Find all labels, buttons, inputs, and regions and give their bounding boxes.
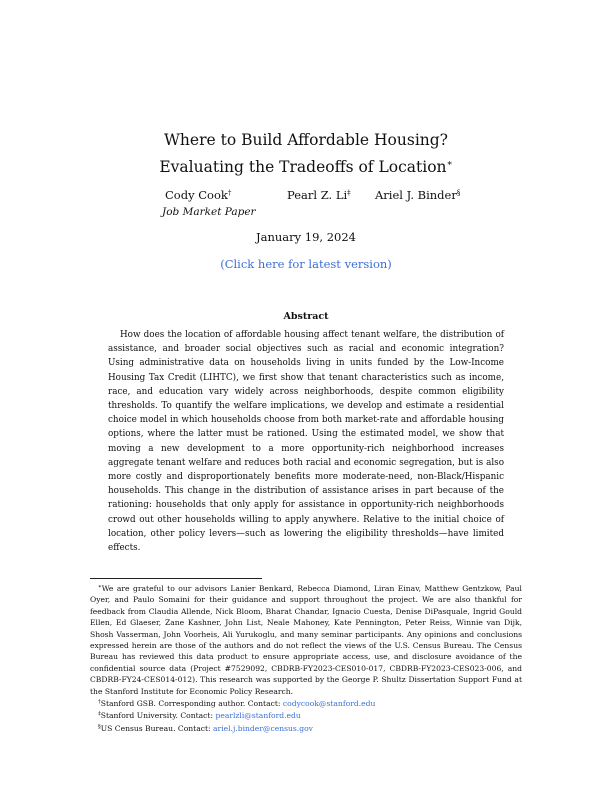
author-name: Cody Cook [165,188,228,202]
author-name: Pearl Z. Li [287,188,348,202]
footnote-text: US Census Bureau. Contact: [100,723,214,733]
title-footnote-mark: ∗ [446,159,453,169]
email-link-pearl[interactable]: pearlzli@stanford.edu [215,711,301,721]
job-market-paper-label: Job Market Paper [162,206,256,218]
footnote-text: We are grateful to our advisors Lanier Benkard, Rebecca Diamond, Liran Einav, Matthew Gentzkow, Paul Oyer, and Paulo Somaini for their guidance and support throughout the project. We are also thankful for feedback from Claudia Allende, Nick Bloom, Bharat Chandar, Ignacio Cuesta, Denise DiPasquale, Ingrid Gould Ellen, Ed Glaeser, Zane Kashner, John List, Neale Mahoney, Kate Pennington, Peter Reiss, Winnie van Dijk, Shosh Vasserman, John Voorheis, Ali Yurukoglu, and many seminar participants. Any opinions and conclusions expressed herein are those of the authors and do not reflect the views of the U.S. Census Bureau. The Census Bureau has reviewed this data product to ensure appropriate access, use, and disclosure avoidance of the confidential source data (Project #7529092, CBDRB-FY2023-CES010-017, CBDRB-FY2023-CES023-006, and CBDRB-FY24-CES014-012). This research was supported by the George P. Shultz Dissertation Support Fund at the Stanford Institute for Economic Policy Research. [90,584,522,696]
footnote-text: Stanford University. Contact: [100,711,216,721]
footnote-text: Stanford GSB. Corresponding author. Contact: [100,699,283,709]
author-mark: § [456,189,461,197]
footnote-ariel-binder [90,722,522,734]
footnote-mark: ∗ [98,584,102,590]
footnote-mark: § [98,723,101,730]
email-link-ariel[interactable]: ariel.j.binder@census.gov [213,723,313,733]
title-line-2-text: Evaluating the Tradeoffs of Location [159,158,447,176]
author-mark: † [227,189,232,197]
footnote-mark: ‡ [98,711,101,718]
footnote-mark: † [98,699,101,706]
title-line-2 [100,152,512,179]
abstract-heading: Abstract [283,311,329,322]
title-line-1: Where to Build Affordable Housing? [164,131,448,149]
author-mark: ‡ [347,189,351,197]
author-ariel-binder [375,188,460,202]
paper-date: January 19, 2024 [256,230,356,244]
author-pearl-li [287,188,351,202]
version-close-paren: ) [387,257,392,271]
latest-version-link[interactable]: Click here for latest version [224,257,388,271]
footnote-rule [90,578,262,579]
author-name: Ariel J. Binder [375,188,457,202]
abstract-text: How does the location of affordable housing affect tenant welfare, the distribution of assistance, and broader social objectives such as racial and economic integration? Using administrative data on households living in units funded by the Low-Income Housing Tax Credit (LIHTC), we first show that tenant characteristics such as income, race, and education vary widely across neighborhoods, despite common eligibility thresholds. To quantify the welfare implications, we develop and estimate a residential choice model in which households choose from both market-rate and affordable housing options, where the latter must be rationed. Using the estimated model, we show that moving a new development to a more opportunity-rich neighborhood increases aggregate tenant welfare and reduces both racial and economic segregation, but is also more costly and disproportionately benefits more moderate-need, non-Black/Hispanic households. This change in the distribution of assistance arises in part because of the rationing: households that only apply for assistance in opportunity-rich neighborhoods crowd out other households willing to apply anywhere. Relative to the initial choice of location, other policy levers—such as lowering the eligibility thresholds—have limited effects. [108,330,504,554]
latest-version-line [0,257,612,271]
email-link-cody[interactable]: codycook@stanford.edu [282,699,376,709]
footnotes [90,582,522,734]
footnote-acknowledgements [90,582,522,697]
footnote-pearl-li [90,709,522,721]
author-cody-cook [165,188,231,202]
version-open-paren: ( [220,257,225,271]
paper-title [100,128,512,179]
footnote-cody-cook [90,697,522,709]
